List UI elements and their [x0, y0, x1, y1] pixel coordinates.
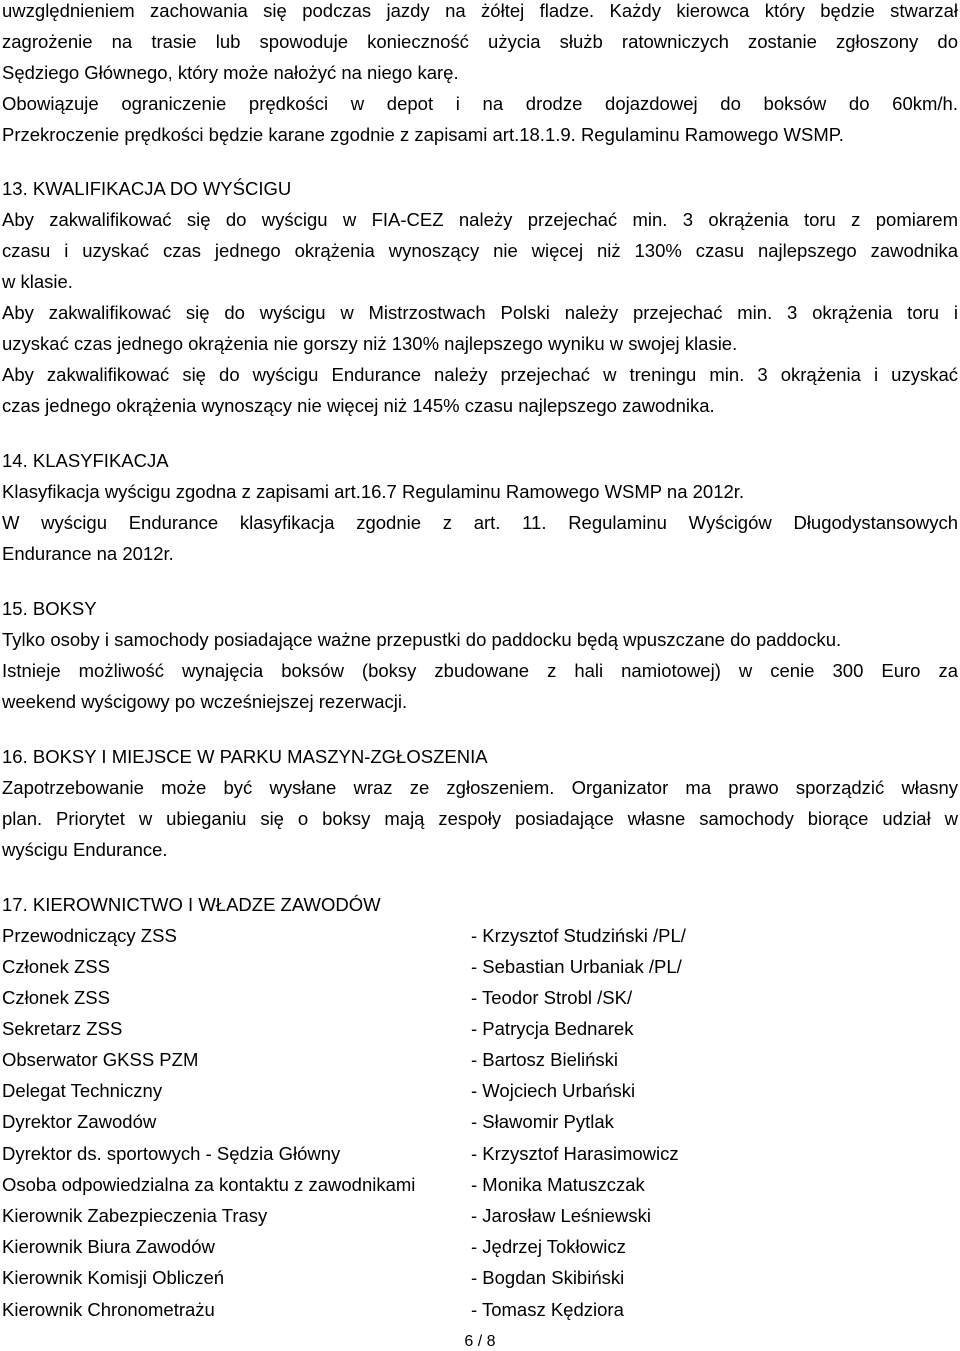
section-line: Aby zakwalifikować się do wyścigu w FIA-CEZ należy przejechać min. 3 okrążenia toru z pomiarem	[2, 209, 958, 230]
official-role: Członek ZSS	[2, 956, 110, 977]
official-role: Sekretarz ZSS	[2, 1018, 123, 1039]
official-person: - Wojciech Urbański	[471, 1080, 636, 1101]
official-role: Kierownik Biura Zawodów	[2, 1236, 215, 1257]
section-line: czas jednego okrążenia wynoszący nie więcej niż 145% czasu najlepszego zawodnika.	[2, 395, 715, 416]
official-role: Członek ZSS	[2, 987, 110, 1008]
official-person: - Teodor Strobl /SK/	[471, 987, 633, 1008]
official-person: - Krzysztof Studziński /PL/	[471, 925, 686, 946]
official-person: - Sebastian Urbaniak /PL/	[471, 956, 682, 977]
section-line: czasu i uzyskać czas jednego okrążenia wynoszący nie więcej niż 130% czasu najlepszego zawodnika	[2, 240, 958, 261]
section-heading-qualification: 13. KWALIFIKACJA DO WYŚCIGU	[2, 178, 292, 199]
official-person: - Jarosław Leśniewski	[471, 1205, 651, 1226]
section-line: Klasyfikacja wyścigu zgodna z zapisami art.16.7 Regulaminu Ramowego WSMP na 2012r.	[2, 481, 745, 502]
page-number: 6 / 8	[464, 1333, 496, 1350]
official-person: - Monika Matuszczak	[471, 1174, 645, 1195]
official-role: Przewodniczący ZSS	[2, 925, 177, 946]
section-line: Aby zakwalifikować się do wyścigu Endurance należy przejechać w treningu min. 3 okrążenia i uzyskać	[2, 364, 958, 385]
official-person: - Bartosz Bieliński	[471, 1049, 619, 1070]
official-role: Kierownik Zabezpieczenia Trasy	[2, 1205, 268, 1226]
official-person: - Sławomir Pytlak	[471, 1111, 614, 1132]
section-line: W wyścigu Endurance klasyfikacja zgodnie z art. 11. Regulaminu Wyścigów Długodystansowych	[2, 512, 958, 533]
section-line: Istnieje możliwość wynajęcia boksów (boksy zbudowane z hali namiotowej) w cenie 300 Euro za	[2, 660, 958, 681]
section-line: w klasie.	[2, 271, 73, 292]
section-line: Aby zakwalifikować się do wyścigu w Mistrzostwach Polski należy przejechać min. 3 okrążenia toru i	[2, 302, 958, 323]
section-heading-paddock: 16. BOKSY I MIEJSCE W PARKU MASZYN-ZGŁOSZENIA	[2, 746, 488, 767]
section-line: uzyskać czas jednego okrążenia nie gorszy niż 130% najlepszego wyniku w swojej klasie.	[2, 333, 738, 354]
intro-line: Sędziego Głównego, który może nałożyć na niego karę.	[2, 62, 459, 83]
section-line: wyścigu Endurance.	[2, 839, 168, 860]
official-person: - Krzysztof Harasimowicz	[471, 1143, 679, 1164]
official-person: - Tomasz Kędziora	[471, 1299, 624, 1320]
section-heading-officials: 17. KIEROWNICTWO I WŁADZE ZAWODÓW	[2, 894, 381, 915]
official-person: - Bogdan Skibiński	[471, 1267, 625, 1288]
intro-line: Przekroczenie prędkości będzie karane zgodnie z zapisami art.18.1.9. Regulaminu Ramowego WSMP.	[2, 124, 844, 145]
section-line: Endurance na 2012r.	[2, 543, 174, 564]
official-role: Osoba odpowiedzialna za kontaktu z zawodnikami	[2, 1174, 416, 1195]
section-line: weekend wyścigowy po wcześniejszej rezerwacji.	[2, 691, 408, 712]
intro-line: zagrożenie na trasie lub spowoduje konieczność użycia służb ratowniczych zostanie zgłoszony do	[2, 31, 958, 52]
official-person: - Jędrzej Tokłowicz	[471, 1236, 626, 1257]
intro-line: uwzględnieniem zachowania się podczas jazdy na żółtej fladze. Każdy kierowca który będzie stwarzał	[2, 0, 958, 21]
official-role: Dyrektor Zawodów	[2, 1111, 157, 1132]
section-heading-classification: 14. KLASYFIKACJA	[2, 450, 169, 471]
official-role: Delegat Techniczny	[2, 1080, 163, 1101]
official-person: - Patrycja Bednarek	[471, 1018, 634, 1039]
section-line: plan. Priorytet w ubieganiu się o boksy mają zespoły posiadające własne samochody biorące udział w	[2, 808, 958, 829]
official-role: Dyrektor ds. sportowych - Sędzia Główny	[2, 1143, 341, 1164]
section-line: Tylko osoby i samochody posiadające ważne przepustki do paddocku będą wpuszczane do paddocku.	[2, 629, 842, 650]
official-role: Kierownik Chronometrażu	[2, 1299, 215, 1320]
official-role: Obserwator GKSS PZM	[2, 1049, 199, 1070]
section-heading-boxes: 15. BOKSY	[2, 598, 97, 619]
intro-line: Obowiązuje ograniczenie prędkości w depot i na drodze dojazdowej do boksów do 60km/h.	[2, 93, 958, 114]
official-role: Kierownik Komisji Obliczeń	[2, 1267, 225, 1288]
section-line: Zapotrzebowanie może być wysłane wraz ze zgłoszeniem. Organizator ma prawo sporządzić własny	[2, 777, 958, 798]
